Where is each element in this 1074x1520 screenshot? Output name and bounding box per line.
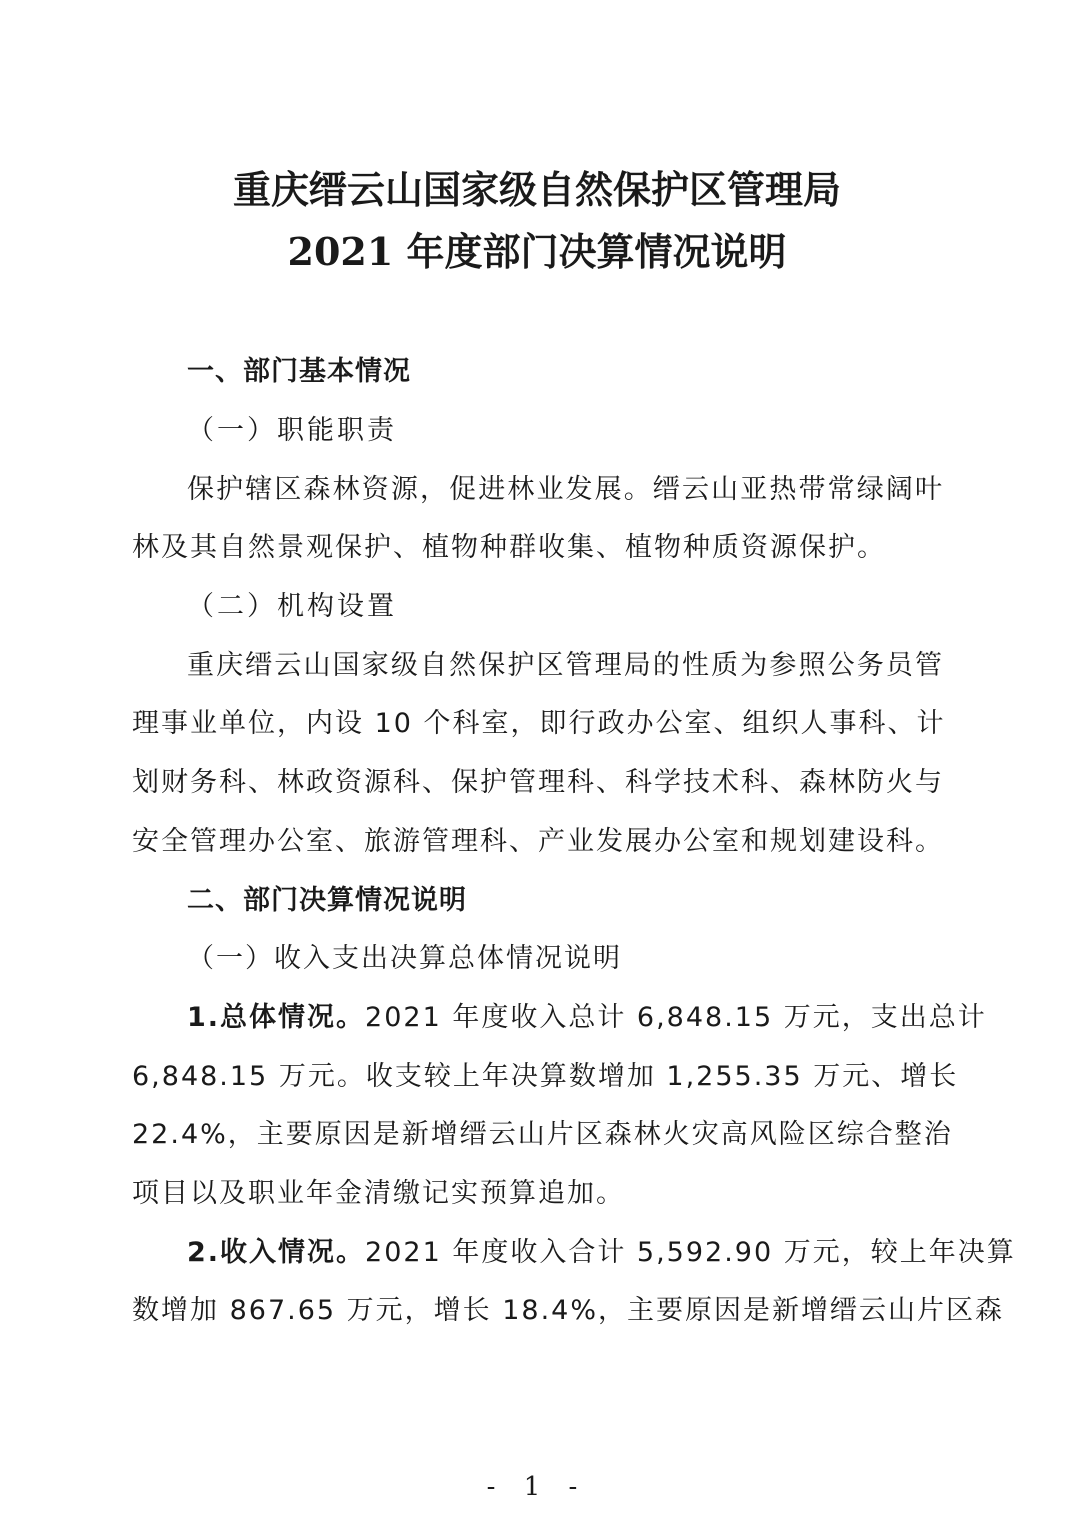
document-title-line-2: 2021 年度部门决算情况说明 — [287, 229, 787, 274]
paragraph-line: 划财务科、林政资源科、保护管理科、科学技术科、森林防火与 — [132, 767, 944, 798]
subheading-income-expense-overview: （一）收入支出决算总体情况说明 — [187, 943, 622, 974]
subheading-organization: （二）机构设置 — [187, 591, 397, 622]
paragraph-line: 理事业单位，内设 10 个科室，即行政办公室、组织人事科、计 — [132, 708, 946, 739]
paragraph-line — [187, 998, 987, 1038]
paragraph-text: 2021 年度收入合计 5,592.90 万元，较上年决算 — [365, 1237, 1016, 1268]
document-title-line-1: 重庆缙云山国家级自然保护区管理局 — [232, 167, 841, 212]
paragraph-line: 22.4%，主要原因是新增缙云山片区森林火灾高风险区综合整治 — [132, 1119, 953, 1150]
section-heading-basic-info: 一、部门基本情况 — [187, 356, 411, 387]
page-number: - 1 - — [486, 1472, 588, 1502]
paragraph-line: 项目以及职业年金清缴记实预算追加。 — [132, 1178, 625, 1209]
paragraph-line: 重庆缙云山国家级自然保护区管理局的性质为参照公务员管 — [187, 650, 944, 681]
paragraph-line: 安全管理办公室、旅游管理科、产业发展办公室和规划建设科。 — [132, 826, 944, 857]
subheading-duties: （一）职能职责 — [187, 415, 397, 446]
paragraph-line — [187, 1233, 1016, 1273]
section-heading-final-accounts: 二、部门决算情况说明 — [187, 885, 467, 916]
paragraph-line: 林及其自然景观保护、植物种群收集、植物种质资源保护。 — [132, 532, 886, 563]
paragraph-line: 保护辖区森林资源，促进林业发展。缙云山亚热带常绿阔叶 — [187, 474, 944, 505]
income-situation-lead: 2.收入情况。 — [187, 1237, 366, 1268]
overall-situation-lead: 1.总体情况。 — [187, 1002, 366, 1033]
paragraph-line: 6,848.15 万元。收支较上年决算数增加 1,255.35 万元、增长 — [132, 1061, 959, 1092]
paragraph-line: 数增加 867.65 万元，增长 18.4%，主要原因是新增缙云山片区森 — [132, 1295, 1004, 1326]
paragraph-text: 2021 年度收入总计 6,848.15 万元，支出总计 — [365, 1002, 987, 1033]
